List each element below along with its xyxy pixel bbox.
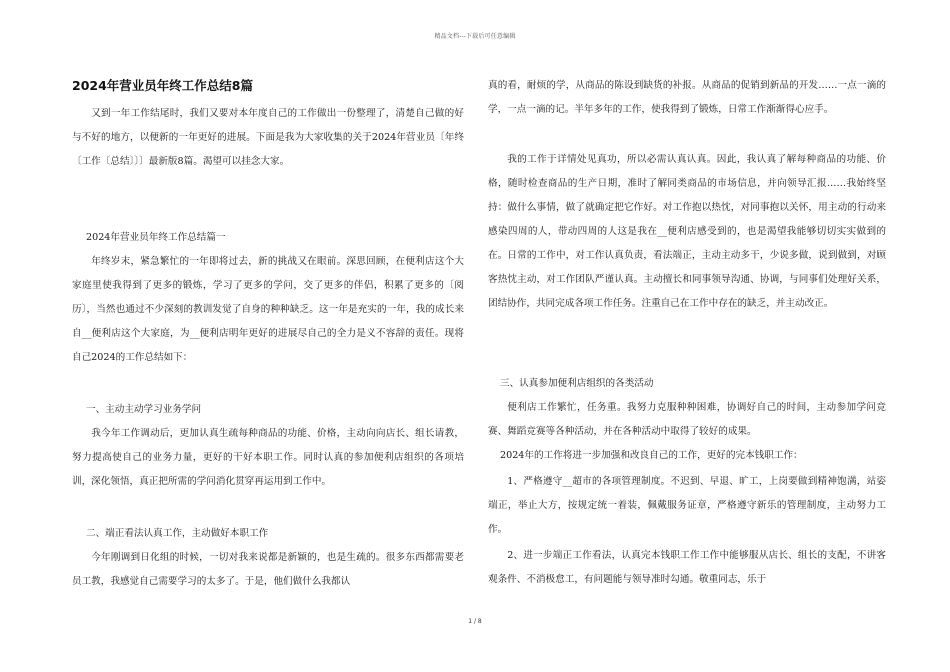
heading-3: 三、认真参加便利店组织的各类活动 — [500, 378, 654, 389]
plan-item-1: 1、严格遵守__超市的各项管理制度。不迟到、早退、旷工，上岗要做到精神饱满，站姿端正，举止大方，按规定统一着装，佩戴服务证章，严格遵守新乐的管理制度，主动努力工作。 — [488, 476, 886, 535]
paragraph-2: 我今年工作调动后，更加认真生疏每种商品的功能、价格，主动向向店长、组长请教，努力提高使自己的业务力量，更好的干好本职工作。同时认真的参加便利店组织的各项培训，深化领悟，真正把所需的学问消化贯穿再运用到工作中。 — [72, 428, 464, 487]
intro-paragraph: 又到一年工作结尾时，我们又要对本年度自己的工作做出一份整理了，清楚自己做的好与不好的地方，以便新的一年更好的进展。下面是我为大家收集的关于2024年营业员〔年终〔工作〔总结〕〕〕最新版8篇。渴望可以挂念大家。 — [72, 108, 464, 167]
paragraph-5: 便利店工作繁忙，任务重。我努力克服种种困难，协调好自己的时间，主动参加学问竞赛、舞蹈竞赛等各种活动，并在各种活动中取得了较好的成果。 — [488, 402, 886, 437]
heading-1: 一、主动主动学习业务学问 — [86, 404, 202, 415]
paragraph-1: 年终岁末，紧急繁忙的一年即将过去，新的挑战又在眼前。深思回顾，在便利店这个大家庭里使我得到了更多的锻炼，学习了更多的学问，交了更多的伴侣，积累了更多的〔阅历〕，当然也通过不少深刻的教训发觉了自身的种种缺乏。这一年是充实的一年，我的成长来自__便利店这个大家庭，为__便利店明年更好的进展尽自己的全力是义不容辞的责任。现将自己2024的工作总结如下： — [72, 256, 464, 363]
heading-2: 二、端正看法认真工作，主动做好本职工作 — [86, 528, 269, 539]
page-number: 1 / 8 — [468, 618, 482, 625]
section-title: 2024年营业员年终工作总结篇一 — [86, 232, 226, 243]
paragraph-continued: 真的看，耐烦的学，从商品的陈设到缺货的补报。从商品的促销到新品的开发……一点一滴的学，一点一滴的记。半年多年的工作，使我得到了锻炼，日常工作渐渐得心应手。 — [488, 80, 886, 115]
plan-item-2: 2、进一步端正工作看法，认真完本钱职工作工作中能够服从店长、组长的支配，不讲客观条件、不消极怠工，有问题能与领导准时勾通。敬重同志，乐于 — [488, 550, 886, 585]
paragraph-3: 今年刚调到日化组的时候，一切对我来说都是新颖的，也是生疏的。很多东西都需要老员工教，我感觉自己需要学习的太多了。于是，他们做什么我都认 — [72, 552, 464, 587]
paragraph-4: 我的工作于详情处见真功，所以必需认真认真。因此，我认真了解每种商品的功能、价格，随时检查商品的生产日期，准时了解同类商品的市场信息，并向领导汇报……我始终坚持：做什么事情，做了就确定把它作好。对工作抱以热忱，对同事抱以关怀，用主动的行动来感染四周的人，带动四周的人这是我在__便利店感受到的，也是渴望我能够切切实实做到的在。日常的工作中，对工作认真负责，看法端正，主动主动多干，少说多做，说到做到，对顾客热忱主动，对工作团队严谨认真。主动擅长和同事领导沟通、协调，与同事们处理好关系，团结协作，共同完成各项工作任务。注重自己在工作中存在的缺乏，并主动改正。 — [488, 154, 886, 309]
document-title: 2024年营业员年终工作总结8篇 — [72, 78, 253, 93]
plan-intro: 2024年的工作将进一步加强和改良自己的工作，更好的完本钱职工作： — [500, 450, 803, 461]
page-header-note: 精品文档---下载后可任意编辑 — [434, 33, 516, 40]
